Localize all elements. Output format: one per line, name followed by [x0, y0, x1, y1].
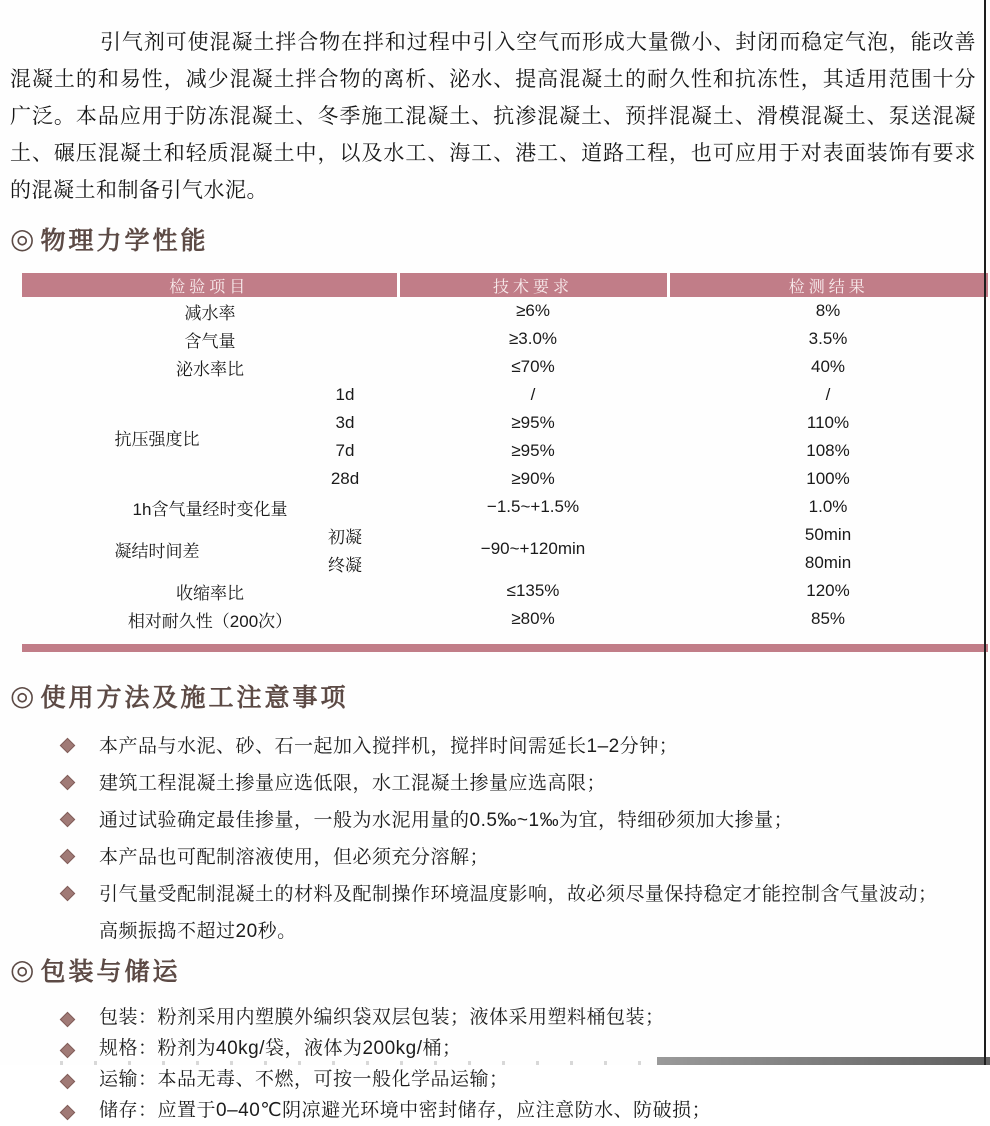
list-item [0, 728, 990, 765]
cell-group-label: 凝结时间差 [114, 541, 200, 561]
cell-result: 120% [806, 581, 850, 600]
cell-result: 8% [815, 301, 841, 320]
cell-item: 收缩率比 [176, 583, 244, 603]
cell-result: 80min [804, 553, 852, 572]
list-item [0, 1002, 990, 1033]
section-heading-physical [10, 221, 990, 257]
header-cell-requirement: 技术要求 [398, 273, 668, 297]
list-item-text: 包装：粉剂采用内塑膜外编织袋双层包装；液体采用塑料桶包装； [99, 1007, 665, 1028]
list-item-text: 储存：应置于0–40℃阴凉避光环境中密封储存，应注意防水、防破损； [99, 1100, 712, 1121]
cell-item: 含气量 [184, 331, 236, 351]
cell-sub-label: 1d [335, 385, 355, 404]
cell-result: 3.5% [808, 329, 848, 348]
cell-item: 相对耐久性（200次） [127, 611, 293, 631]
cell-group-label: 抗压强度比 [114, 429, 200, 449]
cell-requirement: ≥95% [511, 441, 555, 460]
table-row [22, 353, 988, 381]
table-row [22, 297, 988, 325]
cell-requirement: ≥6% [516, 301, 550, 320]
cell-result: 108% [806, 441, 850, 460]
cell-item: 1h含气量经时变化量 [132, 499, 288, 519]
cell-sub-label: 初凝 [328, 527, 362, 547]
diamond-bullet-icon [60, 849, 76, 865]
cell-result: 100% [806, 469, 850, 488]
cell-item: 泌水率比 [176, 359, 244, 379]
diamond-bullet-icon [60, 1043, 76, 1059]
cell-sub-label: 7d [335, 441, 355, 460]
diamond-bullet-icon [60, 1074, 76, 1090]
diamond-bullet-icon [60, 886, 76, 902]
table-row [22, 381, 988, 409]
cell-requirement: ≤70% [511, 357, 555, 376]
cell-requirement: −90~+120min [480, 539, 586, 558]
section-marker-icon: ◎ [10, 223, 35, 254]
list-item [0, 876, 990, 950]
cell-requirement: ≥95% [511, 413, 555, 432]
cell-item: 减水率 [184, 303, 236, 323]
list-item-text: 运输：本品无毒、不燃，可按一般化学品运输； [99, 1069, 509, 1090]
usage-notes-list [0, 728, 990, 950]
table-header-row [22, 273, 988, 297]
table-row [22, 325, 988, 353]
section-title: 物理力学性能 [40, 227, 209, 255]
cell-sub-label: 3d [335, 413, 355, 432]
section-heading-packaging [10, 952, 990, 988]
cell-result: 50min [804, 525, 852, 544]
section-marker-icon: ◎ [10, 954, 35, 985]
cell-result: 1.0% [808, 497, 848, 516]
diamond-bullet-icon [60, 738, 76, 754]
diamond-bullet-icon [60, 1105, 76, 1121]
scan-edge-line-artifact [984, 0, 986, 1065]
table-bottom-bar [22, 644, 988, 652]
cell-requirement: ≥80% [511, 609, 555, 628]
list-item-text: 通过试验确定最佳掺量，一般为水泥用量的0.5‰~1‰为宜，特细砂须加大掺量； [99, 810, 794, 831]
cell-sub-label: 28d [330, 469, 360, 488]
properties-table [22, 273, 988, 652]
header-cell-result: 检测结果 [668, 273, 988, 297]
intro-paragraph: 引气剂可使混凝土拌合物在拌和过程中引入空气而形成大量微小、封闭而稳定气泡，能改善混凝土的和易性，减少混凝土拌合物的离析、泌水、提高混凝土的耐久性和抗冻性，其适用范围十分广泛。本品应用于防冻混凝土、冬季施工混凝土、抗渗混凝土、预拌混凝土、滑模混凝土、泵送混凝土、碾压混凝土和轻质混凝土中，以及水工、海工、港工、道路工程，也可应用于对表面装饰有要求的混凝土和制备引气水泥。 [10, 31, 976, 202]
list-item [0, 802, 990, 839]
cell-result: / [825, 385, 831, 404]
header-cell-item: 检验项目 [22, 273, 398, 297]
list-item-text: 引气量受配制混凝土的材料及配制操作环境温度影响，故必须尽量保持稳定才能控制含气量波动；高频振捣不超过20秒。 [99, 884, 938, 942]
diamond-bullet-icon [60, 1012, 76, 1028]
list-item [0, 1095, 990, 1126]
scan-cutoff-text-artifact [60, 1061, 660, 1065]
table-row [22, 577, 988, 605]
list-item-text: 本产品也可配制溶液使用，但必须充分溶解； [99, 847, 490, 868]
cell-requirement: ≤135% [506, 581, 560, 600]
list-item-text: 建筑工程混凝土掺量应选低限，水工混凝土掺量应选高限； [99, 773, 607, 794]
list-item [0, 839, 990, 876]
list-item-text: 规格：粉剂为40kg/袋，液体为200kg/桶； [99, 1038, 462, 1059]
table-row [22, 521, 988, 549]
list-item [0, 1064, 990, 1095]
list-item-text: 本产品与水泥、砂、石一起加入搅拌机，搅拌时间需延长1–2分钟； [99, 736, 679, 757]
diamond-bullet-icon [60, 775, 76, 791]
section-marker-icon: ◎ [10, 680, 35, 711]
cell-requirement: −1.5~+1.5% [486, 497, 580, 516]
table-row [22, 493, 988, 521]
section-title: 包装与储运 [40, 958, 181, 986]
cell-result: 85% [811, 609, 846, 628]
table-row [22, 605, 988, 633]
section-title: 使用方法及施工注意事项 [40, 684, 349, 712]
cell-result: 110% [806, 413, 850, 432]
diamond-bullet-icon [60, 812, 76, 828]
cell-result: 40% [811, 357, 846, 376]
scan-bottom-band-artifact [657, 1057, 990, 1065]
section-heading-usage [10, 678, 990, 714]
cell-requirement: ≥90% [511, 469, 555, 488]
list-item [0, 765, 990, 802]
cell-sub-label: 终凝 [328, 555, 362, 575]
cell-requirement: ≥3.0% [508, 329, 558, 348]
cell-requirement: / [530, 385, 536, 404]
